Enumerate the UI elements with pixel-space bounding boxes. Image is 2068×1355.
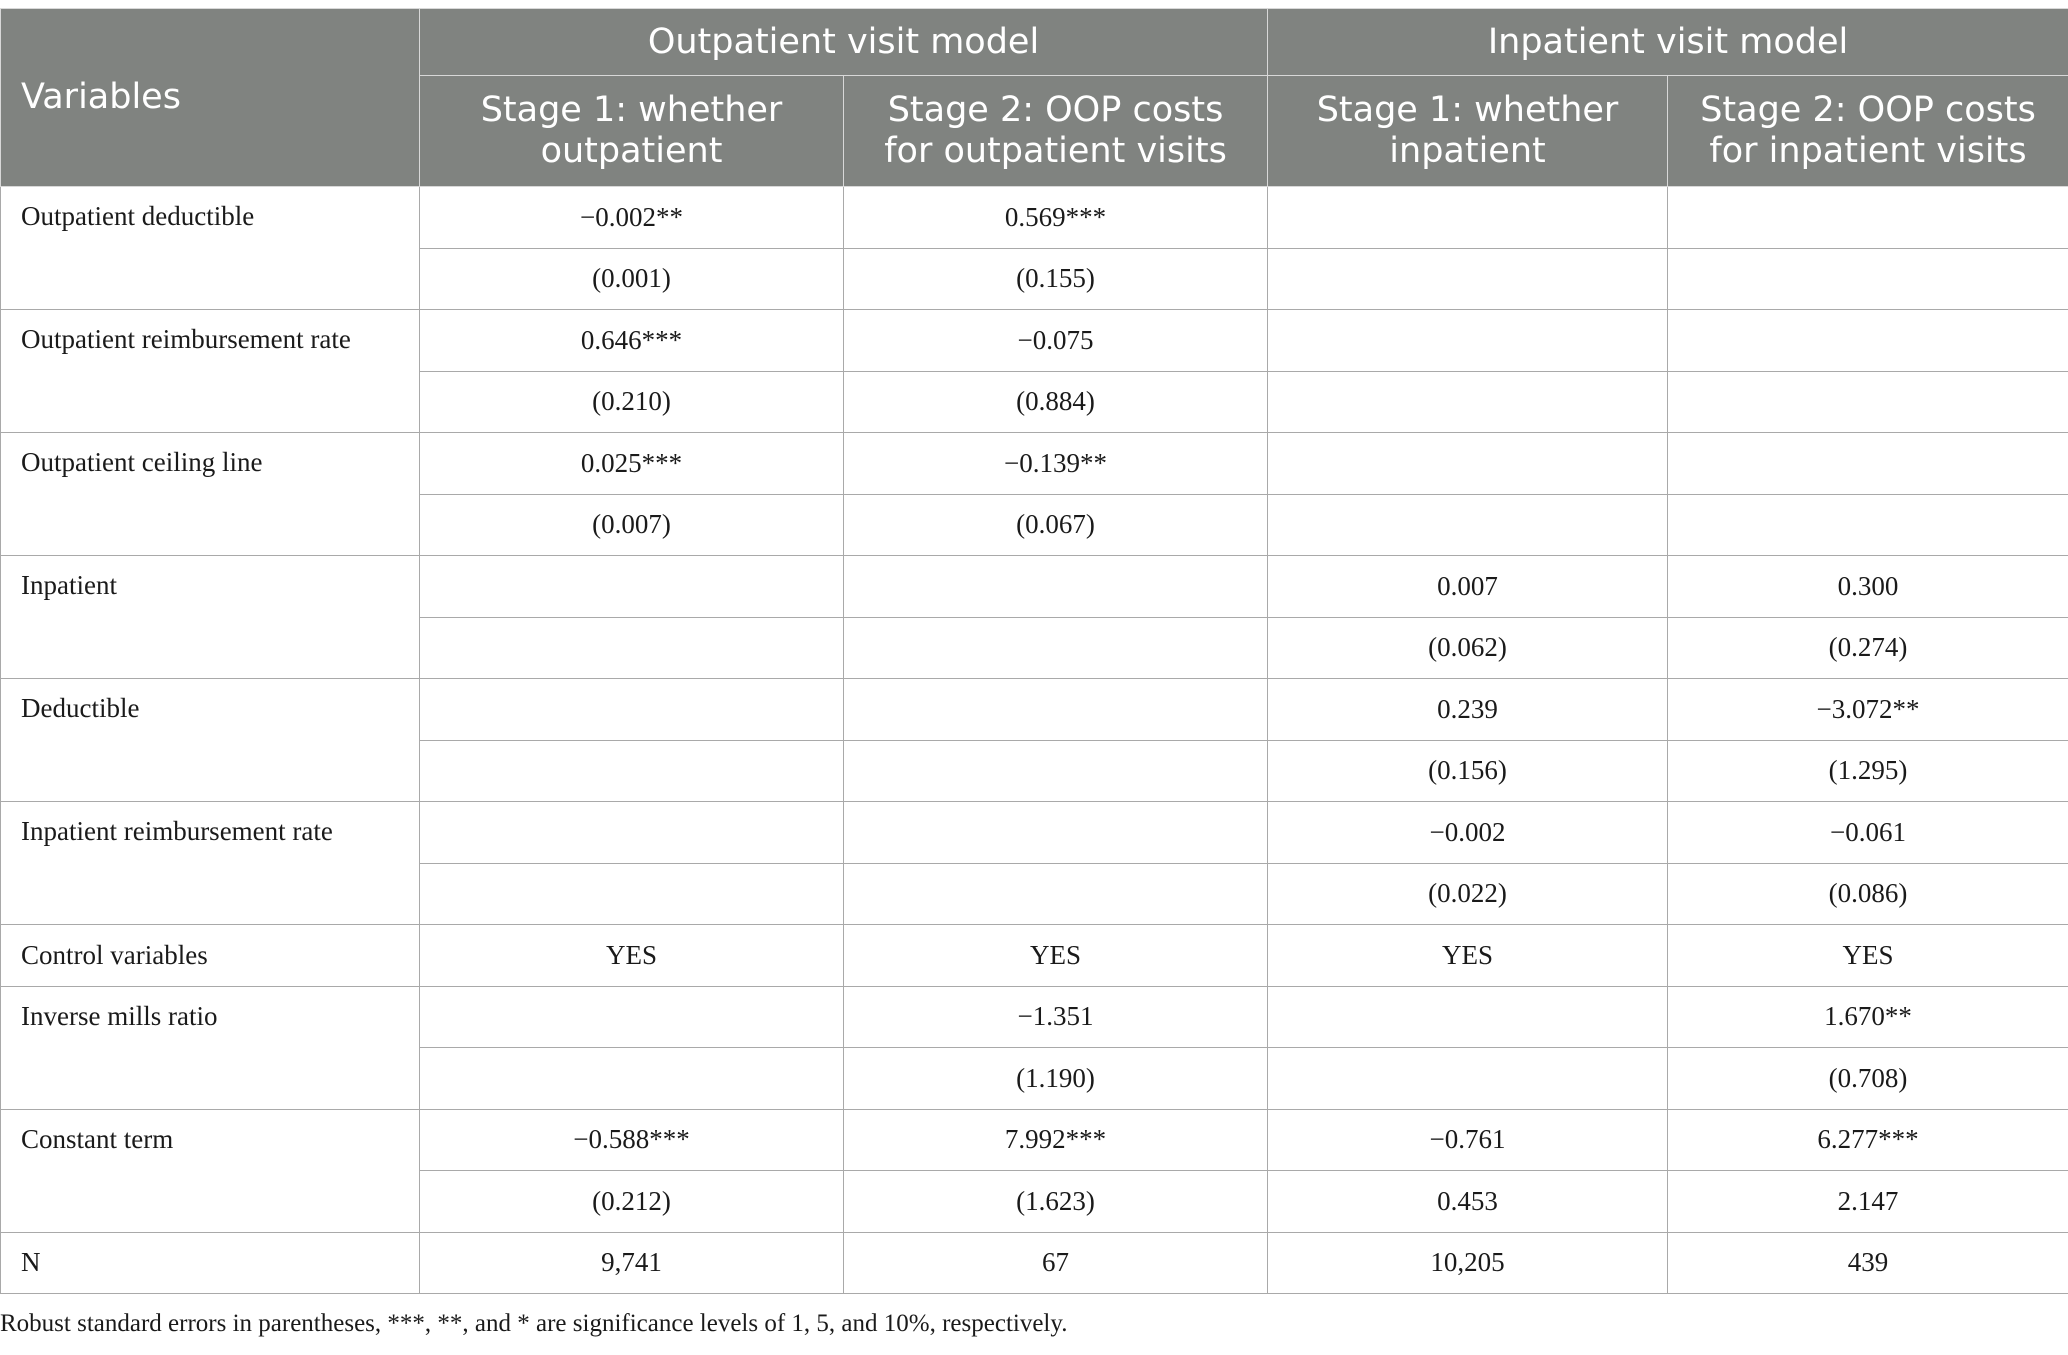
row-label: Inpatient	[1, 556, 420, 679]
coefficient-cell	[1268, 986, 1668, 1048]
standard-error-cell	[1668, 248, 2068, 310]
standard-error-cell: (0.884)	[844, 371, 1268, 433]
value-cell: YES	[1668, 925, 2068, 987]
coefficient-cell: 0.646***	[420, 310, 844, 372]
standard-error-cell	[1668, 494, 2068, 556]
stage-header-line: Stage 1: whether	[1316, 90, 1619, 130]
standard-error-cell: (1.295)	[1668, 740, 2068, 802]
row-label: Inpatient reimbursement rate	[1, 802, 420, 925]
coefficient-cell	[844, 679, 1268, 741]
stage-header-line: Stage 2: OOP costs	[1700, 90, 2036, 130]
coefficient-cell: 0.007	[1268, 556, 1668, 618]
coefficient-cell	[1268, 310, 1668, 372]
stage-header-line: Stage 1: whether	[480, 90, 783, 130]
coefficient-cell: 0.239	[1268, 679, 1668, 741]
row-label: Constant term	[1, 1109, 420, 1232]
table-row	[1, 310, 2068, 372]
standard-error-cell: 0.453	[1268, 1171, 1668, 1233]
coefficient-cell: 0.569***	[844, 187, 1268, 249]
variables-header: Variables	[1, 9, 420, 187]
coefficient-cell	[420, 556, 844, 618]
coefficient-cell	[420, 986, 844, 1048]
standard-error-cell	[1268, 494, 1668, 556]
table-row	[1, 679, 2068, 741]
stage-header-line: for inpatient visits	[1709, 131, 2027, 171]
coefficient-cell: 0.025***	[420, 433, 844, 495]
value-cell: YES	[844, 925, 1268, 987]
value-cell: 10,205	[1268, 1232, 1668, 1294]
stage-header-line: for outpatient visits	[884, 131, 1227, 171]
coefficient-cell	[1268, 433, 1668, 495]
table-header	[1, 9, 2068, 187]
table-body	[1, 187, 2068, 1294]
table-row	[1, 556, 2068, 618]
header-group-row	[1, 9, 2068, 76]
standard-error-cell	[420, 617, 844, 679]
standard-error-cell	[1668, 371, 2068, 433]
standard-error-cell: (0.086)	[1668, 863, 2068, 925]
stage-header-line: inpatient	[1389, 131, 1546, 171]
coefficient-cell: −0.761	[1268, 1109, 1668, 1171]
table-footnote: Robust standard errors in parentheses, ***, **, and * are significance levels of 1, 5, and 10%, respectively.	[0, 1310, 1068, 1337]
coefficient-cell	[844, 556, 1268, 618]
standard-error-cell: (0.001)	[420, 248, 844, 310]
regression-table	[0, 8, 2068, 1294]
standard-error-cell: (0.212)	[420, 1171, 844, 1233]
row-label: Deductible	[1, 679, 420, 802]
coefficient-cell	[420, 679, 844, 741]
coefficient-cell: 1.670**	[1668, 986, 2068, 1048]
coefficient-cell	[1268, 187, 1668, 249]
stage-header-line: Stage 2: OOP costs	[887, 90, 1224, 130]
value-cell: YES	[1268, 925, 1668, 987]
standard-error-cell: (0.062)	[1268, 617, 1668, 679]
standard-error-cell: (0.067)	[844, 494, 1268, 556]
coefficient-cell: −0.002	[1268, 802, 1668, 864]
outpatient-model-header: Outpatient visit model	[420, 9, 1268, 76]
coefficient-cell: −1.351	[844, 986, 1268, 1048]
row-label: Control variables	[1, 925, 420, 987]
standard-error-cell: (0.708)	[1668, 1048, 2068, 1110]
row-label: Inverse mills ratio	[1, 986, 420, 1109]
coefficient-cell	[1668, 310, 2068, 372]
coefficient-cell: 7.992***	[844, 1109, 1268, 1171]
table-row	[1, 1232, 2068, 1294]
standard-error-cell: (1.623)	[844, 1171, 1268, 1233]
stage-header-inpatient-stage1	[1268, 76, 1668, 187]
standard-error-cell: (0.007)	[420, 494, 844, 556]
inpatient-model-header: Inpatient visit model	[1268, 9, 2068, 76]
value-cell: 9,741	[420, 1232, 844, 1294]
standard-error-cell	[420, 740, 844, 802]
standard-error-cell: (0.156)	[1268, 740, 1668, 802]
row-label: Outpatient reimbursement rate	[1, 310, 420, 433]
standard-error-cell: 2.147	[1668, 1171, 2068, 1233]
row-label: Outpatient ceiling line	[1, 433, 420, 556]
value-cell: 67	[844, 1232, 1268, 1294]
coefficient-cell: −0.061	[1668, 802, 2068, 864]
standard-error-cell: (1.190)	[844, 1048, 1268, 1110]
stage-header-outpatient-stage2	[844, 76, 1268, 187]
standard-error-cell: (0.022)	[1268, 863, 1668, 925]
coefficient-cell: −0.002**	[420, 187, 844, 249]
table-row	[1, 433, 2068, 495]
stage-header-line: outpatient	[540, 131, 723, 171]
coefficient-cell: −0.075	[844, 310, 1268, 372]
coefficient-cell: −3.072**	[1668, 679, 2068, 741]
standard-error-cell	[844, 740, 1268, 802]
table-row	[1, 187, 2068, 249]
coefficient-cell: 6.277***	[1668, 1109, 2068, 1171]
row-label: N	[1, 1232, 420, 1294]
standard-error-cell: (0.155)	[844, 248, 1268, 310]
standard-error-cell	[844, 863, 1268, 925]
coefficient-cell	[1668, 433, 2068, 495]
stage-header-inpatient-stage2	[1668, 76, 2068, 187]
table-row	[1, 1109, 2068, 1171]
value-cell: YES	[420, 925, 844, 987]
row-label: Outpatient deductible	[1, 187, 420, 310]
standard-error-cell	[844, 617, 1268, 679]
standard-error-cell	[420, 1048, 844, 1110]
standard-error-cell	[1268, 371, 1668, 433]
standard-error-cell	[1268, 1048, 1668, 1110]
coefficient-cell: −0.139**	[844, 433, 1268, 495]
table-row	[1, 986, 2068, 1048]
standard-error-cell: (0.210)	[420, 371, 844, 433]
coefficient-cell: −0.588***	[420, 1109, 844, 1171]
coefficient-cell: 0.300	[1668, 556, 2068, 618]
standard-error-cell: (0.274)	[1668, 617, 2068, 679]
table-row	[1, 925, 2068, 987]
coefficient-cell	[1668, 187, 2068, 249]
coefficient-cell	[844, 802, 1268, 864]
table-row	[1, 802, 2068, 864]
value-cell: 439	[1668, 1232, 2068, 1294]
standard-error-cell	[1268, 248, 1668, 310]
coefficient-cell	[420, 802, 844, 864]
standard-error-cell	[420, 863, 844, 925]
stage-header-outpatient-stage1	[420, 76, 844, 187]
